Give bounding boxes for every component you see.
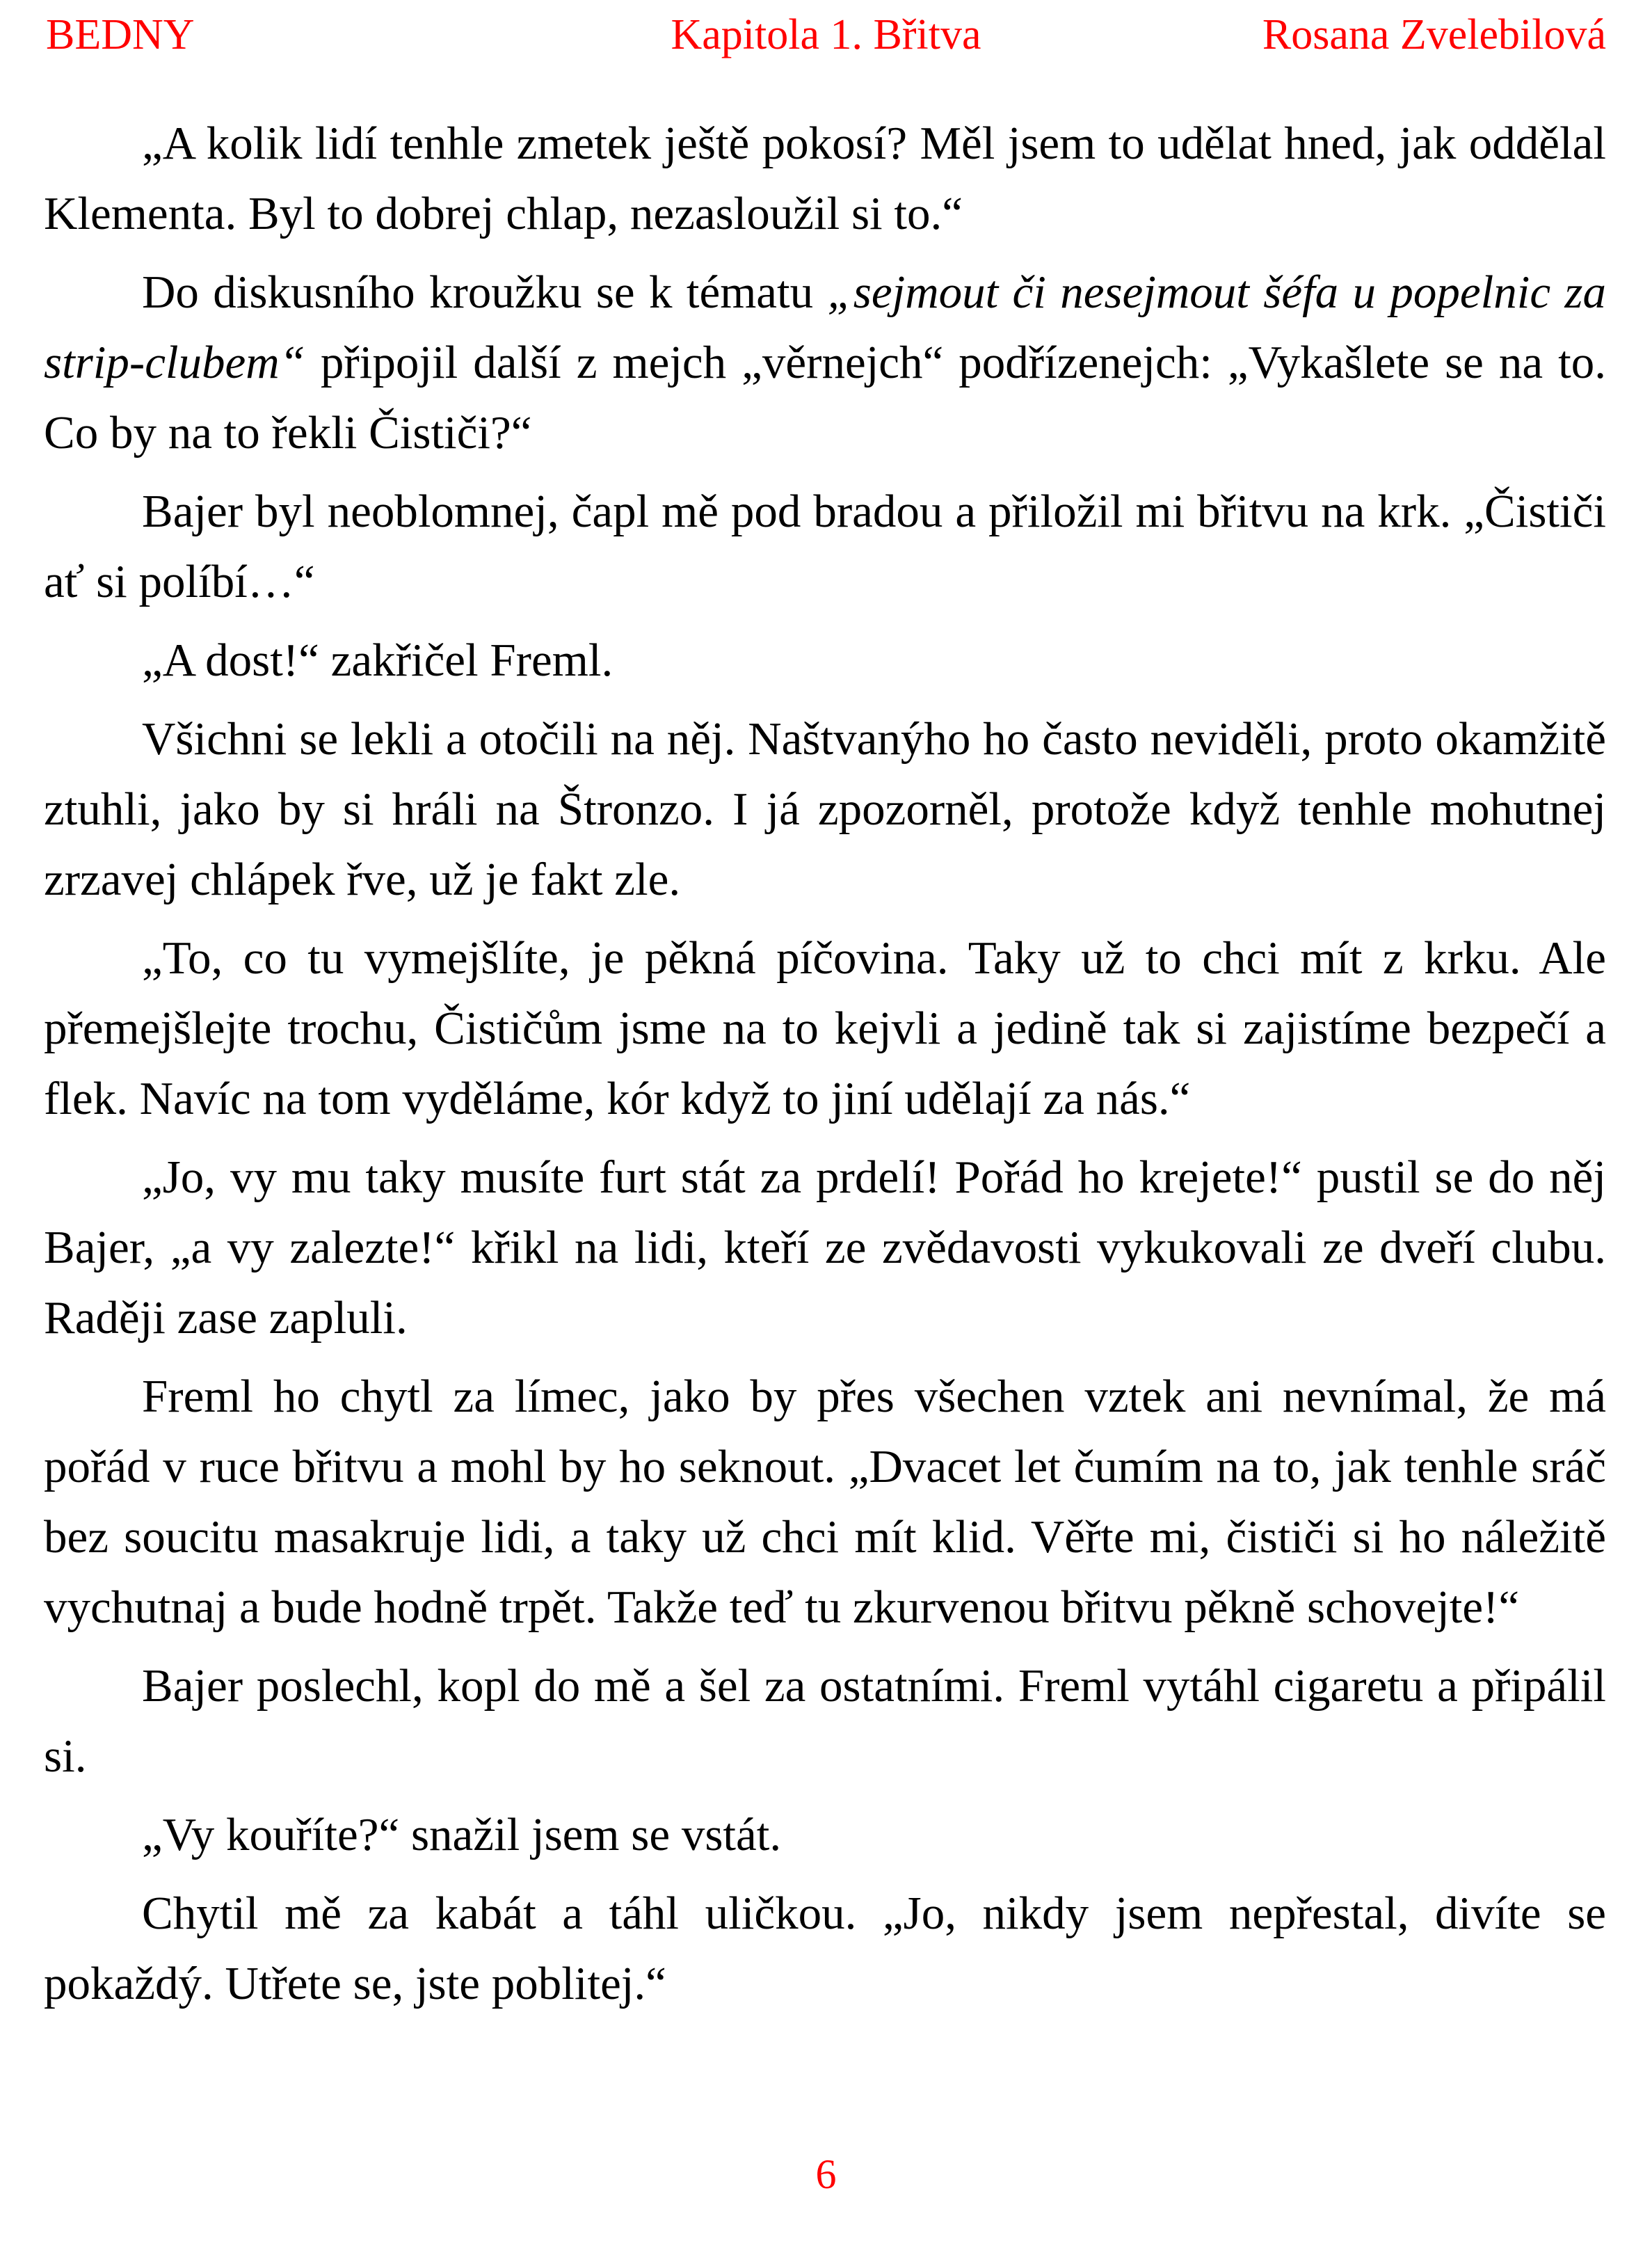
- book-title: BEDNY: [46, 11, 195, 58]
- paragraph: [44, 704, 1606, 915]
- paragraph-text: „To, co tu vymejšlíte, je pěkná píčovina. Taky už to chci mít z krku. Ale přemejšlejte trochu, Čističům jsme na to kejvli a jedině tak si zajistíme bezpečí a flek. Navíc na tom vyděláme, kór když to jiní udělají za nás.“: [44, 932, 1606, 1124]
- paragraph-text: „Vy kouříte?“ snažil jsem se vstát.: [142, 1809, 782, 1860]
- author-name: Rosana Zvelebilová: [1262, 11, 1606, 58]
- running-header: [46, 10, 1606, 60]
- paragraph: [44, 1800, 1606, 1870]
- paragraph: [44, 923, 1606, 1134]
- page-body: [44, 109, 1606, 2019]
- paragraph: [44, 625, 1606, 696]
- paragraph-text: „A dost!“ zakřičel Freml.: [142, 635, 614, 686]
- paragraph: [44, 477, 1606, 617]
- chapter-header: Kapitola 1. Břitva: [671, 11, 981, 58]
- paragraph-text: Všichni se lekli a otočili na něj. Naštvanýho ho často neviděli, proto okamžitě ztuhli, jako by si hráli na Štronzo. I já zpozorněl, protože když tenhle mohutnej zrzavej chlápek řve, už je fakt zle.: [44, 713, 1606, 905]
- paragraph-text: Chytil mě za kabát a táhl uličkou. „Jo, nikdy jsem nepřestal, divíte se pokaždý. Utřete se, jste poblitej.“: [44, 1888, 1606, 2009]
- paragraph-text: Bajer byl neoblomnej, čapl mě pod bradou a přiložil mi břitvu na krk. „Čističi ať si políbí…“: [44, 486, 1606, 607]
- paragraph-text: Freml ho chytl za límec, jako by přes všechen vztek ani nevnímal, že má pořád v ruce břitvu a mohl by ho seknout. „Dvacet let čumím na to, jak tenhle sráč bez soucitu masakruje lidi, a taky už chci mít klid. Věřte mi, čističi si ho náležitě vychutnaj a bude hodně trpět. Takže teď tu zkurvenou břitvu pěkně schovejte!“: [44, 1371, 1606, 1633]
- paragraph-text: „A kolik lidí tenhle zmetek ještě pokosí? Měl jsem to udělat hned, jak oddělal Klementa. Byl to dobrej chlap, nezasloužil si to.“: [44, 118, 1606, 239]
- paragraph: [44, 1362, 1606, 1643]
- paragraph-text: Bajer poslechl, kopl do mě a šel za ostatními. Freml vytáhl cigaretu a připálil si.: [44, 1660, 1606, 1782]
- paragraph-text: připojil další z mejch „věrnejch“ podřízenejch: „Vykašlete se na to. Co by na to řekli Čističi?“: [44, 337, 1606, 458]
- paragraph: [44, 257, 1606, 468]
- paragraph: [44, 109, 1606, 249]
- paragraph-text: „Jo, vy mu taky musíte furt stát za prdelí! Pořád ho krejete!“ pustil se do něj Bajer, „a vy zalezte!“ křikl na lidi, kteří ze zvědavosti vykukovali ze dveří clubu. Raději zase zapluli.: [44, 1151, 1606, 1343]
- paragraph-text: Do diskusního kroužku se k tématu: [142, 266, 828, 318]
- paragraph: [44, 1879, 1606, 2019]
- italic-quote: „sejmout či nesejmout šéfa u popelnic za strip-clubem“: [44, 266, 1606, 388]
- paragraph: [44, 1651, 1606, 1792]
- page-footer: [0, 2150, 1652, 2199]
- paragraph: [44, 1142, 1606, 1353]
- page-number: 6: [815, 2151, 837, 2197]
